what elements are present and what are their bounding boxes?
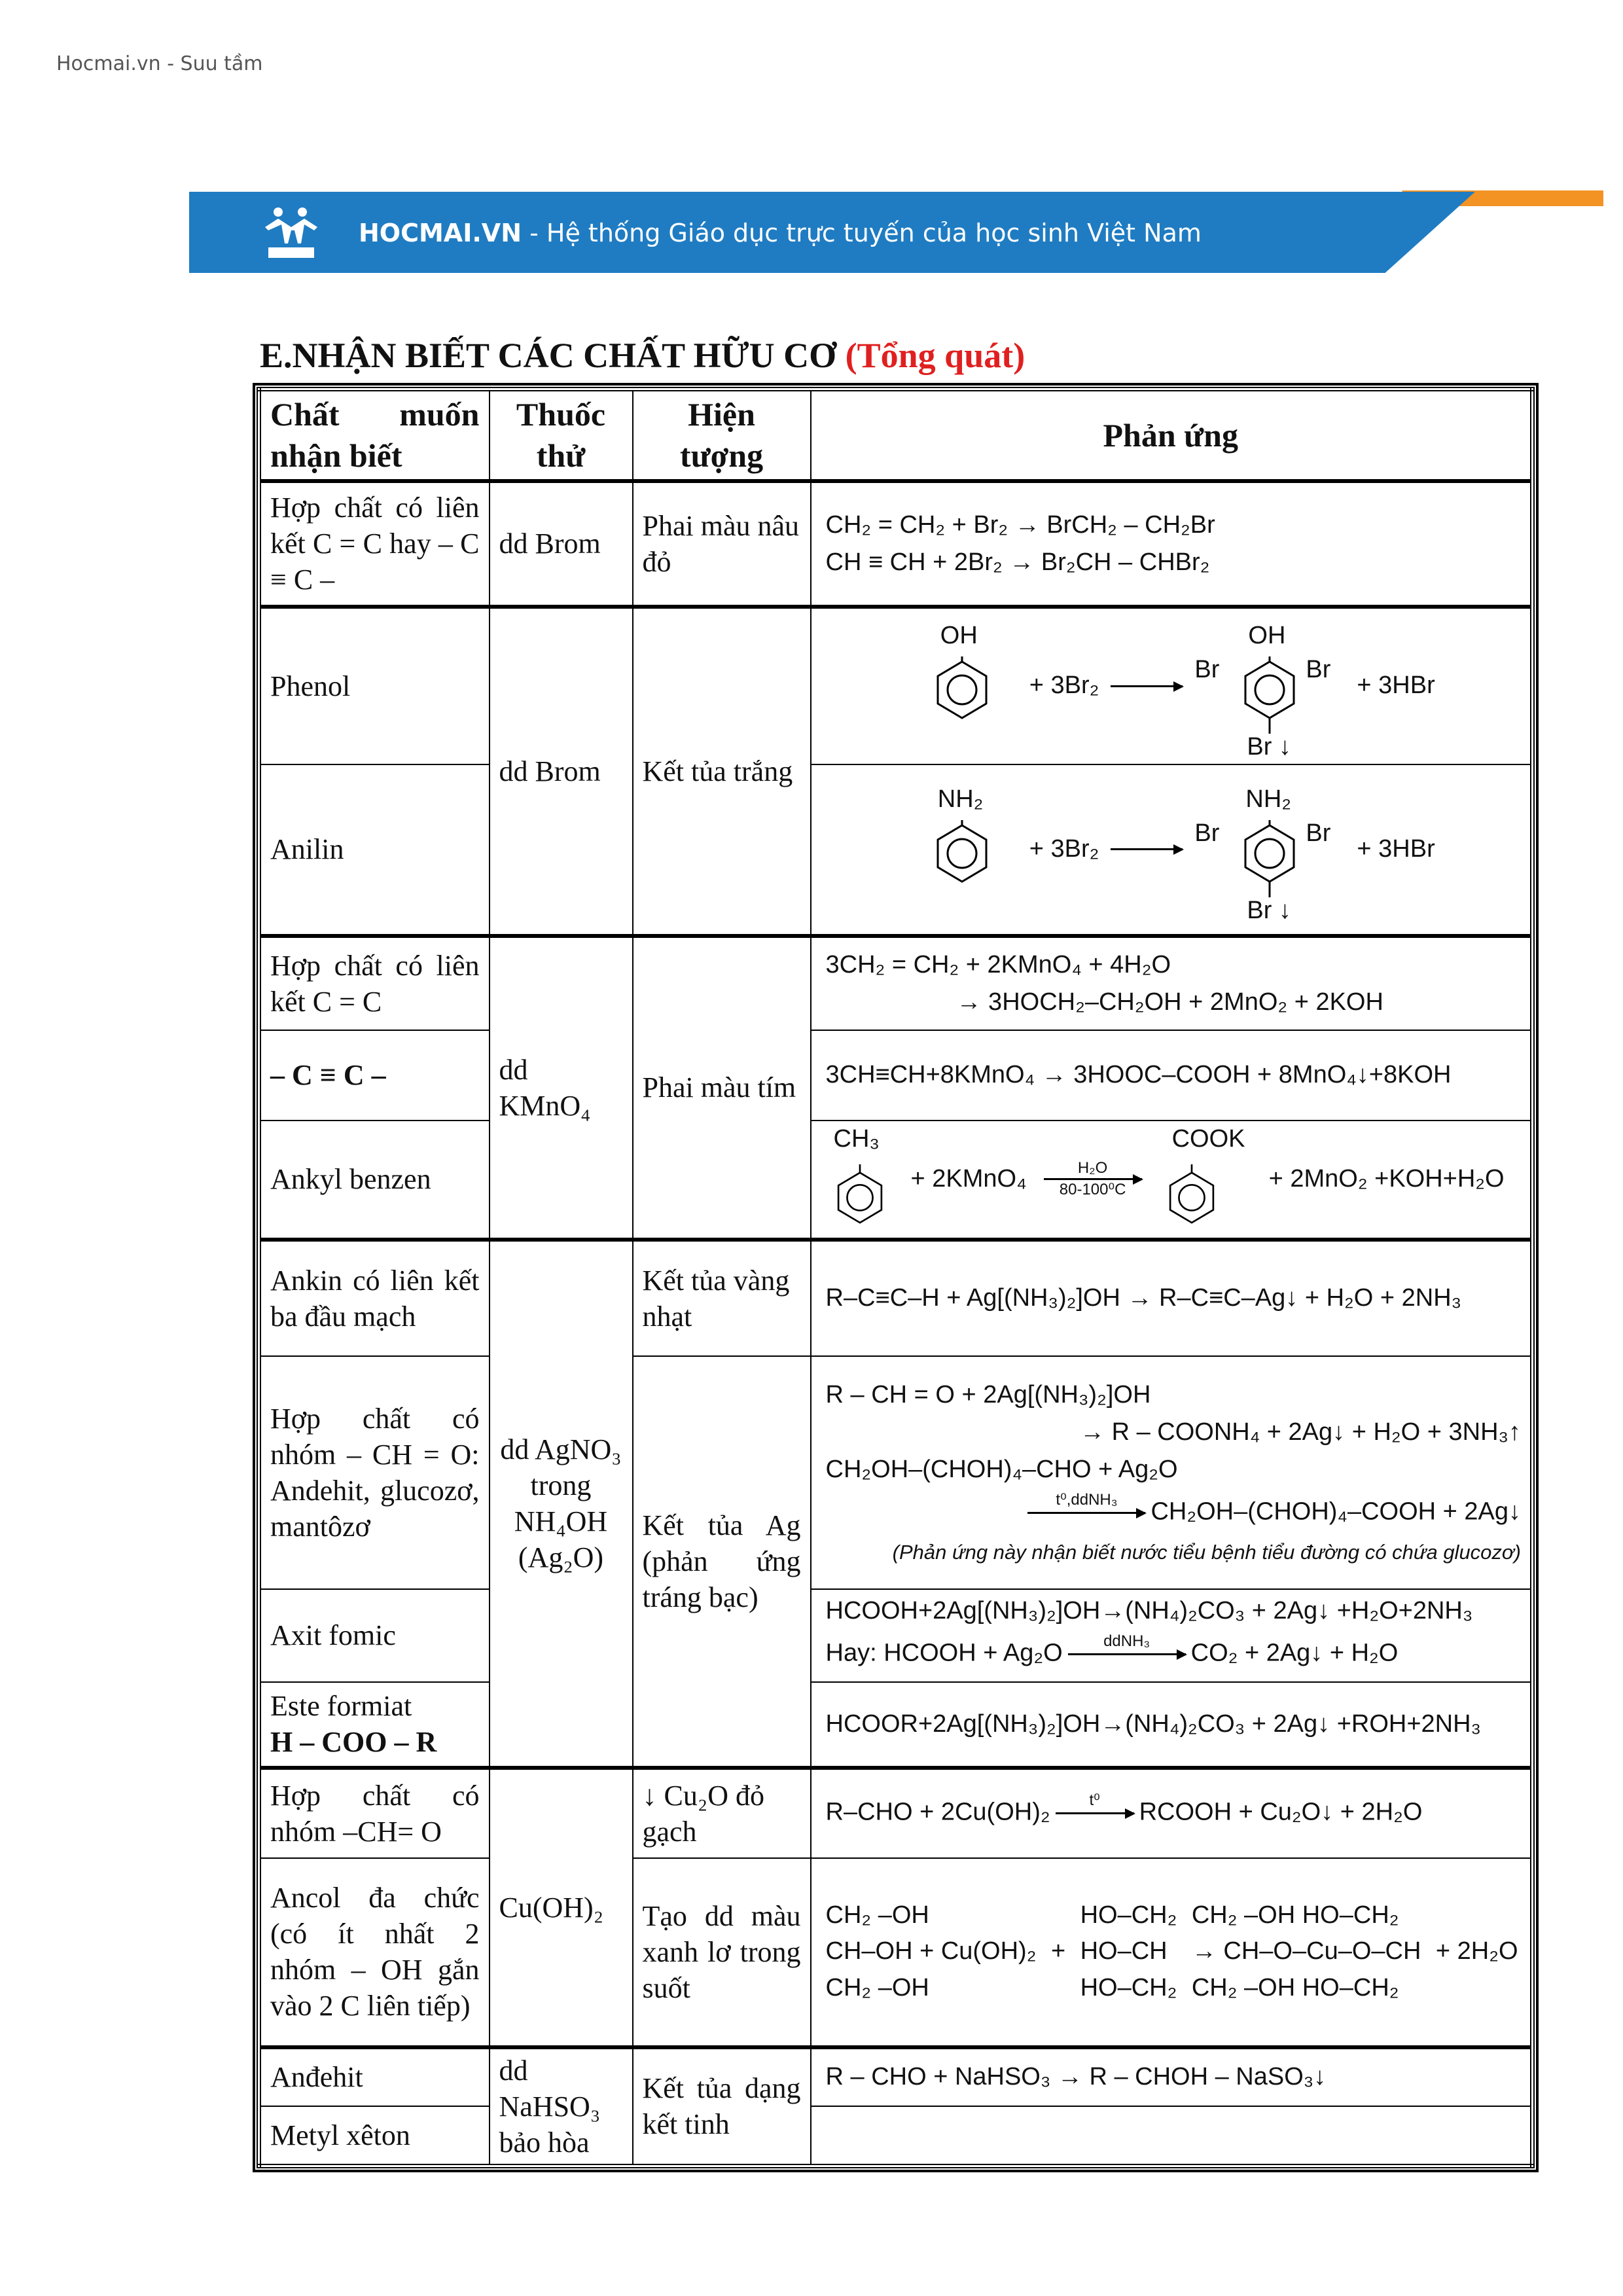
benzene-ring-icon bbox=[933, 656, 991, 722]
subject: Ankin có liên kết ba đầu mạch bbox=[259, 1240, 490, 1356]
condition-top: H₂O bbox=[1077, 1159, 1108, 1177]
ch3-label: CH₃ bbox=[833, 1124, 880, 1153]
reaction bbox=[811, 936, 1533, 1030]
reaction: R–C≡C–H + Ag[(NH₃)₂]OH → R–C≡C–Ag↓ + H₂O + 2NH₃ bbox=[811, 1240, 1533, 1356]
tribromophenol-molecule bbox=[1194, 620, 1345, 761]
reaction-anilin bbox=[811, 764, 1533, 936]
oh-label: OH bbox=[940, 622, 978, 649]
br-label: Br bbox=[1306, 656, 1331, 683]
br-label: Br bbox=[1194, 819, 1220, 847]
condition-top: t⁰ bbox=[1089, 1791, 1100, 1809]
oh-label: OH bbox=[1248, 622, 1286, 649]
phenomenon: Tạo dd màu xanh lơ trong suốt bbox=[633, 1858, 811, 2047]
reaction-condition bbox=[1068, 1630, 1186, 1679]
cook-label: COOK bbox=[1171, 1124, 1245, 1153]
reaction-empty bbox=[811, 2106, 1533, 2166]
benzene-ring-icon bbox=[933, 820, 991, 886]
subject: Hợp chất có liên kết C = C hay – C ≡ C – bbox=[259, 481, 490, 607]
reaction bbox=[811, 1589, 1533, 1682]
page-title bbox=[260, 335, 1025, 376]
reaction-ankylbenzene bbox=[811, 1121, 1533, 1240]
glycerol-equation bbox=[826, 1897, 1522, 2005]
table-row bbox=[259, 1356, 1533, 1589]
table-row bbox=[259, 1121, 1533, 1240]
formula-part: CH₂ –OH HO–CH₂ bbox=[1191, 1973, 1399, 2001]
reagent-term: + 3Br₂ bbox=[1029, 672, 1099, 700]
formula-part: HO–CH bbox=[1080, 1937, 1168, 1965]
table-row bbox=[259, 1768, 1533, 1858]
header-reagent: Thuốc thử bbox=[490, 389, 633, 481]
header-phenomenon: Hiện tượng bbox=[633, 389, 811, 481]
formula-part bbox=[1436, 1897, 1521, 1933]
nh2-label: NH₂ bbox=[1245, 785, 1292, 813]
subject: Hợp chất có nhóm –CH= O bbox=[259, 1768, 490, 1858]
subject: Anilin bbox=[259, 764, 490, 936]
equation: CH ≡ CH + 2Br₂ → Br₂CH – CHBr₂ bbox=[825, 548, 1210, 576]
tribromoaniline-molecule bbox=[1194, 784, 1345, 924]
table-row bbox=[259, 1030, 1533, 1121]
reagent: Cu(OH)₂ bbox=[490, 1768, 633, 2047]
identification-table bbox=[257, 387, 1535, 2168]
subject: Phenol bbox=[259, 607, 490, 764]
product-term: + 3HBr bbox=[1357, 672, 1435, 700]
benzene-ring-icon bbox=[834, 1164, 886, 1230]
br-label: Br bbox=[1306, 819, 1331, 847]
arrow-icon bbox=[1044, 1178, 1142, 1180]
reagent: dd NaHSO₃ bảo hòa bbox=[490, 2047, 633, 2166]
formula-part: CH₂ –OH bbox=[825, 1901, 929, 1929]
benzene-ring-icon bbox=[1240, 820, 1299, 899]
equation: → 3HOCH₂–CH₂OH + 2MnO₂ + 2KOH bbox=[956, 988, 1383, 1016]
condition-top: t⁰,ddNH₃ bbox=[1056, 1491, 1118, 1509]
arrow-icon bbox=[1111, 685, 1183, 687]
equation-left: Hay: HCOOH + Ag₂O bbox=[825, 1639, 1063, 1667]
subject-line: Este formiat bbox=[270, 1690, 412, 1722]
arrow-icon bbox=[1056, 1812, 1134, 1814]
subject: Ancol đa chức (có ít nhất 2 nhóm – OH gắn vào 2 C liên tiếp) bbox=[259, 1858, 490, 2047]
table-header bbox=[259, 389, 1533, 481]
header-subject: Chất muốn nhận biết bbox=[259, 389, 490, 481]
arrow-icon bbox=[1027, 1512, 1145, 1514]
benzene-ring-icon bbox=[1240, 656, 1299, 735]
table-row bbox=[259, 2047, 1533, 2106]
reagent: dd KMnO₄ bbox=[490, 936, 633, 1240]
formula-part bbox=[1051, 1897, 1069, 1933]
formula-part: CH₂ –OH bbox=[825, 1973, 929, 2001]
nh2-label: NH₂ bbox=[937, 785, 984, 813]
table-row bbox=[259, 1240, 1533, 1356]
subject: Anđehit bbox=[259, 2047, 490, 2106]
note: (Phản ứng này nhận biết nước tiểu bệnh tiểu đường có chứa glucozơ) bbox=[892, 1541, 1521, 1564]
formula-part: HO–CH₂ bbox=[1080, 1901, 1177, 1929]
subject: Hợp chất có nhóm – CH = O: Andehit, glucozơ, mantôzơ bbox=[259, 1356, 490, 1589]
table-row bbox=[259, 481, 1533, 607]
phenomenon: ↓ Cu₂O đỏ gạch bbox=[633, 1768, 811, 1858]
equation: CH₂OH–(CHOH)₄–CHO + Ag₂O bbox=[825, 1456, 1178, 1484]
subject: Hợp chất có liên kết C = C bbox=[259, 936, 490, 1030]
toluene-molecule bbox=[827, 1124, 899, 1235]
table-row bbox=[259, 1858, 1533, 2047]
formula-part: + bbox=[1050, 1937, 1066, 1965]
reaction bbox=[811, 481, 1533, 607]
equation-left: R–CHO + 2Cu(OH)₂ bbox=[825, 1798, 1050, 1826]
banner-brand: HOCMAI.VN bbox=[359, 219, 522, 247]
reaction-condition bbox=[1044, 1158, 1142, 1200]
phenomenon: Kết tủa Ag (phản ứng tráng bạc) bbox=[633, 1356, 811, 1768]
aniline-molecule bbox=[906, 784, 1018, 915]
formula-part: CH–OH + Cu(OH)₂ bbox=[825, 1937, 1037, 1965]
equation-right: RCOOH + Cu₂O↓ + 2H₂O bbox=[1139, 1798, 1423, 1826]
subject bbox=[259, 1682, 490, 1768]
reaction: R – CHO + NaHSO₃ → R – CHOH – NaSO₃↓ bbox=[811, 2047, 1533, 2106]
br-label: Br ↓ bbox=[1247, 896, 1291, 924]
reaction bbox=[811, 1768, 1533, 1858]
equation: 3CH₂ = CH₂ + 2KMnO₄ + 4H₂O bbox=[825, 950, 1171, 978]
benzene-ring-icon bbox=[1166, 1164, 1218, 1230]
reaction-condition bbox=[1027, 1488, 1145, 1537]
reaction-glycerol bbox=[811, 1858, 1533, 2047]
br-label: Br bbox=[1194, 656, 1220, 683]
product-term: + 2MnO₂ +KOH+H₂O bbox=[1268, 1164, 1505, 1193]
subject-line: H – COO – R bbox=[270, 1726, 437, 1758]
equation: CH₂OH–(CHOH)₄–COOH + 2Ag↓ bbox=[1150, 1498, 1521, 1526]
reaction: 3CH≡CH+8KMnO₄ → 3HOOC–COOH + 8MnO₄↓+8KOH bbox=[811, 1030, 1533, 1121]
equation: → R – COONH₄ + 2Ag↓ + H₂O + 3NH₃↑ bbox=[1080, 1418, 1521, 1446]
table-row bbox=[259, 607, 1533, 764]
equation-right: CO₂ + 2Ag↓ + H₂O bbox=[1190, 1639, 1399, 1667]
subject: Ankyl benzen bbox=[259, 1121, 490, 1240]
equation: CH₂ = CH₂ + Br₂ → BrCH₂ – CH₂Br bbox=[825, 511, 1215, 539]
formula-part bbox=[1436, 1970, 1521, 2006]
reagent-term: + 2KMnO₄ bbox=[910, 1164, 1027, 1193]
reagent: dd Brom bbox=[490, 481, 633, 607]
subject: Axit fomic bbox=[259, 1589, 490, 1682]
reagent: dd AgNO₃ trong NH₄OH (Ag₂O) bbox=[490, 1240, 633, 1768]
phenomenon: Kết tủa trắng bbox=[633, 607, 811, 936]
phenomenon: Phai màu nâu đỏ bbox=[633, 481, 811, 607]
product-term: + 3HBr bbox=[1357, 834, 1435, 863]
equation: HCOOH+2Ag[(NH₃)₂]OH→(NH₄)₂CO₃ + 2Ag↓ +H₂O+2NH₃ bbox=[825, 1596, 1473, 1624]
title-main: E.NHẬN BIẾT CÁC CHẤT HỮU CƠ bbox=[260, 336, 846, 375]
banner-tagline: - Hệ thống Giáo dục trực tuyến của học sinh Việt Nam bbox=[522, 219, 1202, 247]
table-row bbox=[259, 1589, 1533, 1682]
banner-text bbox=[359, 219, 1202, 247]
table-row bbox=[259, 936, 1533, 1030]
hocmai-logo-icon bbox=[262, 204, 321, 260]
formula-part: CH₂ –OH HO–CH₂ bbox=[1191, 1901, 1399, 1929]
phenomenon: Kết tủa dạng kết tinh bbox=[633, 2047, 811, 2166]
title-sub: (Tổng quát) bbox=[845, 336, 1026, 375]
table-row bbox=[259, 2106, 1533, 2166]
equation: R – CH = O + 2Ag[(NH₃)₂]OH bbox=[825, 1381, 1151, 1409]
reagent: dd Brom bbox=[490, 607, 633, 936]
header-reaction: Phản ứng bbox=[811, 389, 1533, 481]
phenol-molecule bbox=[906, 620, 1018, 751]
phenomenon: Phai màu tím bbox=[633, 936, 811, 1240]
br-label: Br ↓ bbox=[1247, 733, 1291, 761]
source-label: Hocmai.vn - Suu tầm bbox=[56, 52, 263, 75]
formula-part: HO–CH₂ bbox=[1080, 1973, 1177, 2001]
reaction-phenol bbox=[811, 607, 1533, 764]
reaction: HCOOR+2Ag[(NH₃)₂]OH→(NH₄)₂CO₃ + 2Ag↓ +ROH+2NH₃ bbox=[811, 1682, 1533, 1768]
subject: – C ≡ C – bbox=[259, 1030, 490, 1121]
phenomenon: Kết tủa vàng nhạt bbox=[633, 1240, 811, 1356]
formula-part: → CH–O–Cu–O–CH bbox=[1191, 1937, 1421, 1965]
reaction bbox=[811, 1356, 1533, 1589]
formula-part: + 2H₂O bbox=[1435, 1937, 1518, 1965]
reagent-term: + 3Br₂ bbox=[1029, 834, 1099, 863]
condition-bottom: 80-100⁰C bbox=[1059, 1181, 1126, 1198]
arrow-icon bbox=[1068, 1653, 1186, 1655]
condition-top: ddNH₃ bbox=[1103, 1632, 1150, 1650]
formula-part bbox=[1051, 1970, 1069, 2006]
arrow-icon bbox=[1111, 848, 1183, 850]
table-row bbox=[259, 1682, 1533, 1768]
table-row bbox=[259, 764, 1533, 936]
reaction-condition bbox=[1056, 1789, 1134, 1838]
subject: Metyl xêton bbox=[259, 2106, 490, 2166]
potassium-benzoate-molecule bbox=[1159, 1124, 1257, 1235]
